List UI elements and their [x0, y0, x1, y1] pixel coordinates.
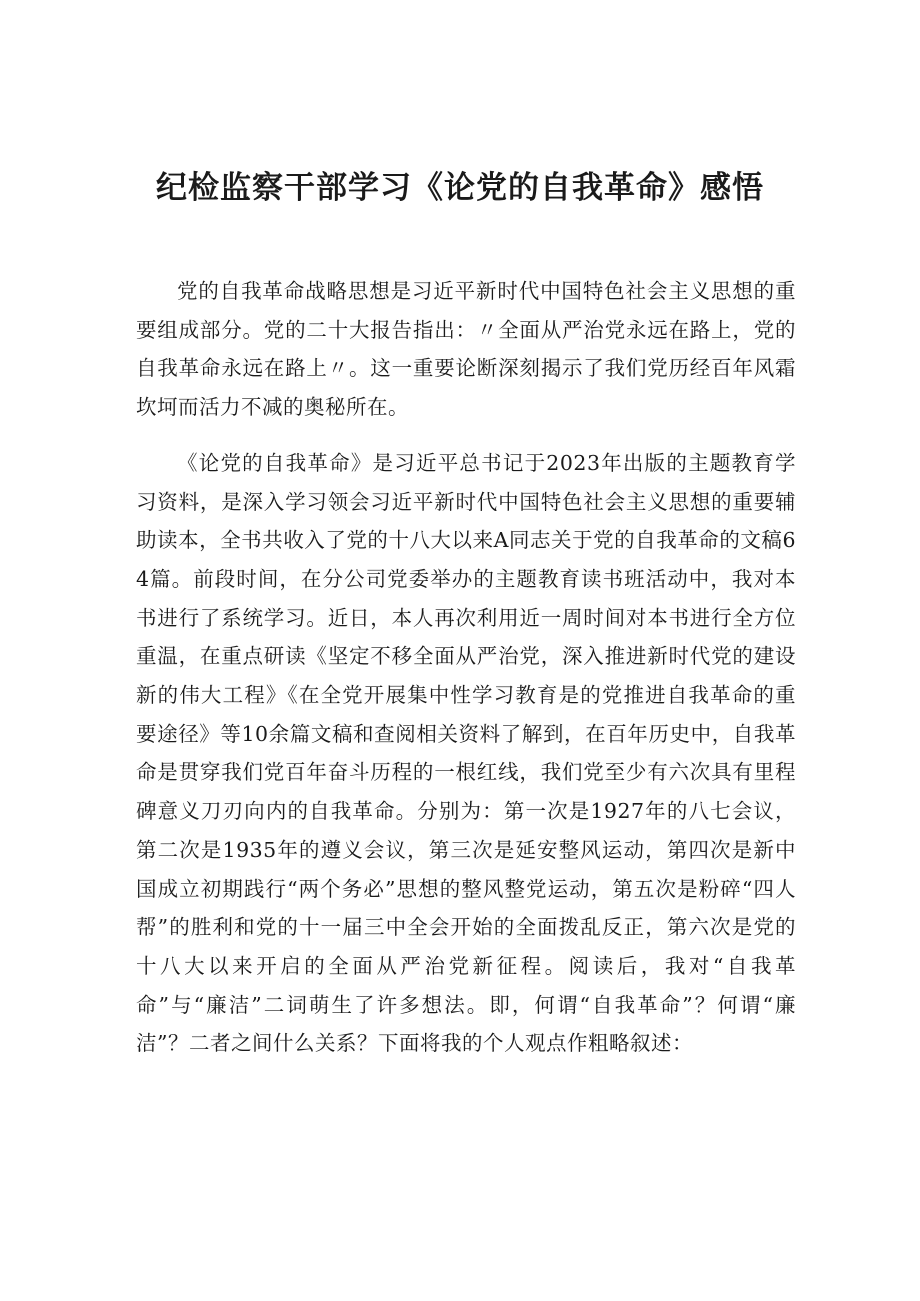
- paragraph-intro: 党的自我革命战略思想是习近平新时代中国特色社会主义思想的重要组成部分。党的二十大报告指出：〃全面从严治党永远在路上，党的自我革命永远在路上〃。这一重要论断深刻揭示了我们党历经百年风霜坎坷而活力不减的奥秘所在。: [136, 279, 796, 420]
- document-title: 纪检监察干部学习《论党的自我革命》感悟: [156, 170, 764, 206]
- paragraph-book-study: 《论党的自我革命》是习近平总书记于2023年出版的主题教育学习资料，是深入学习领会习近平新时代中国特色社会主义思想的重要辅助读本，全书共收入了党的十八大以来A同志关于党的自我革命的文稿64篇。前段时间，在分公司党委举办的主题教育读书班活动中，我对本书进行了系统学习。近日，本人再次利用近一周时间对本书进行全方位重温，在重点研读《坚定不移全面从严治党，深入推进新时代党的建设新的伟大工程》《在全党开展集中性学习教育是的党推进自我革命的重要途径》等10余篇文稿和查阅相关资料了解到，在百年历史中，自我革命是贯穿我们党百年奋斗历程的一根红线，我们党至少有六次具有里程碑意义刀刃向内的自我革命。分别为：第一次是1927年的八七会议，第二次是1935年的遵义会议，第三次是延安整风运动，第四次是新中国成立初期践行“两个务必”思想的整风整党运动，第五次是粉碎“四人帮”的胜利和党的十一届三中全会开始的全面拨乱反正，第六次是党的十八大以来开启的全面从严治党新征程。阅读后，我对“自我革命”与“廉洁”二词萌生了许多想法。即，何谓“自我革命”？何谓“廉洁”？二者之间什么关系？下面将我的个人观点作粗略叙述：: [136, 450, 796, 1056]
- document-body: [136, 272, 796, 1080]
